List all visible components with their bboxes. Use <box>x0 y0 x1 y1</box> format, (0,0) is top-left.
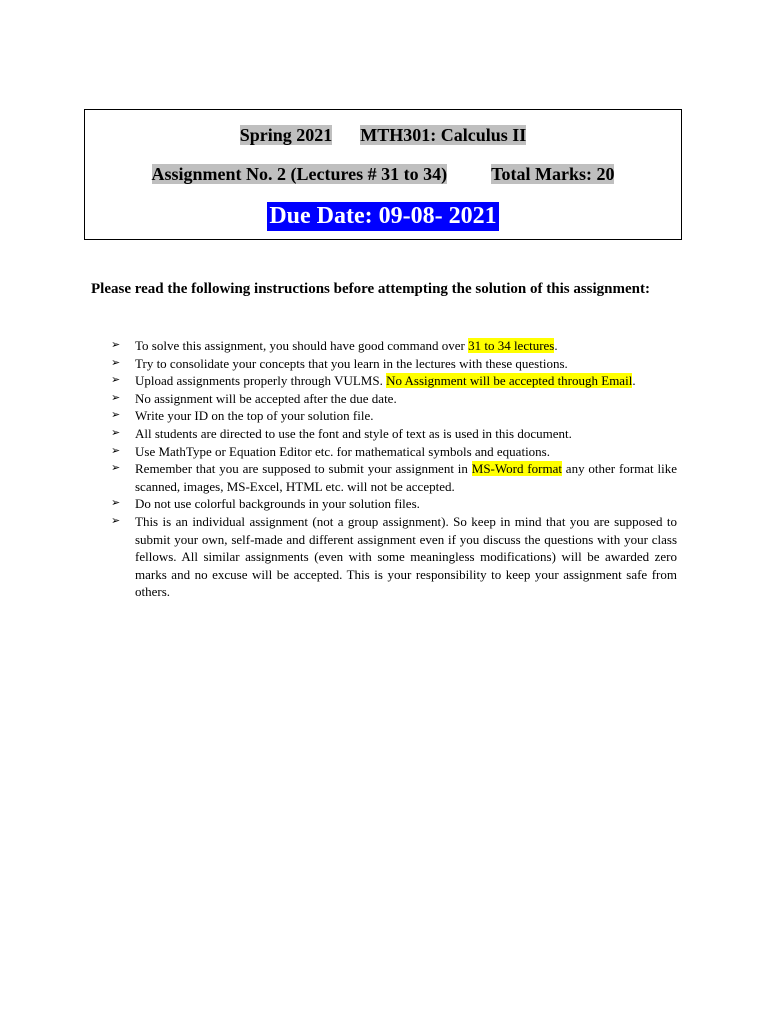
instruction-item <box>91 372 677 390</box>
instruction-item <box>91 355 677 373</box>
total-marks: Total Marks: 20 <box>491 164 615 184</box>
arrow-bullet-icon: ➢ <box>111 409 121 422</box>
instruction-text: Remember that you are supposed to submit your assignment in <box>135 461 472 477</box>
arrow-bullet-icon: ➢ <box>111 374 121 387</box>
instruction-text: Write your ID on the top of your solution file. <box>135 408 374 424</box>
instruction-highlight: 31 to 34 lectures <box>468 338 555 353</box>
instruction-text-after: any other format like scanned, images, MS-Excel, HTML etc. will not be accepted. <box>135 461 677 494</box>
arrow-bullet-icon: ➢ <box>111 339 121 351</box>
instruction-text: Upload assignments properly through VULMS. <box>135 373 387 389</box>
instruction-text: Use MathType or Equation Editor etc. for mathematical symbols and equations. <box>135 443 550 459</box>
course-title: MTH301: Calculus II <box>360 125 527 145</box>
arrow-bullet-icon: ➢ <box>111 391 121 404</box>
instruction-highlight: No Assignment will be accepted through Email <box>386 373 633 389</box>
arrow-bullet-icon: ➢ <box>111 356 121 369</box>
instruction-text: This is an individual assignment (not a group assignment). So keep in mind that you are supposed to submit your own, self-made and different assignment even if you discuss the questions with your class fellows. All similar assignments (even with some meaningless modifications) will be awarded zero marks and no excuse will be accepted. This is your responsibility to keep your assignment safe from others. <box>135 513 677 600</box>
instruction-item <box>91 407 677 425</box>
header-line-due <box>85 202 681 231</box>
instruction-item <box>91 425 677 443</box>
instruction-item <box>91 390 677 408</box>
instructions-title: Please read the following instructions before attempting the solution of this assignment: <box>91 281 651 297</box>
arrow-bullet-icon: ➢ <box>111 497 121 510</box>
instruction-text-after: . <box>554 338 558 353</box>
semester-label: Spring 2021 <box>239 125 333 145</box>
instruction-text: No assignment will be accepted after the due date. <box>135 390 397 406</box>
instructions-list <box>91 337 677 601</box>
arrow-bullet-icon: ➢ <box>111 426 121 439</box>
instruction-text-after: . <box>632 373 636 389</box>
instruction-item <box>91 460 677 495</box>
instruction-text: Try to consolidate your concepts that you learn in the lectures with these questions. <box>135 355 568 371</box>
instruction-highlight: MS-Word format <box>471 461 562 477</box>
instruction-item <box>91 337 677 355</box>
assignment-header-box <box>84 109 682 240</box>
instruction-text: To solve this assignment, you should have good command over <box>135 338 469 353</box>
instruction-item <box>91 513 677 601</box>
assignment-title: Assignment No. 2 (Lectures # 31 to 34) <box>151 164 448 184</box>
arrow-bullet-icon: ➢ <box>111 514 121 527</box>
instruction-text: All students are directed to use the font and style of text as is used in this document. <box>135 425 572 441</box>
instruction-item <box>91 495 677 513</box>
instruction-text: Do not use colorful backgrounds in your solution files. <box>135 496 420 512</box>
instruction-item <box>91 443 677 461</box>
arrow-bullet-icon: ➢ <box>111 462 121 475</box>
header-line-assignment <box>85 163 681 185</box>
due-date: Due Date: 09-08- 2021 <box>269 203 497 229</box>
arrow-bullet-icon: ➢ <box>111 444 121 457</box>
header-line-course <box>85 124 681 146</box>
